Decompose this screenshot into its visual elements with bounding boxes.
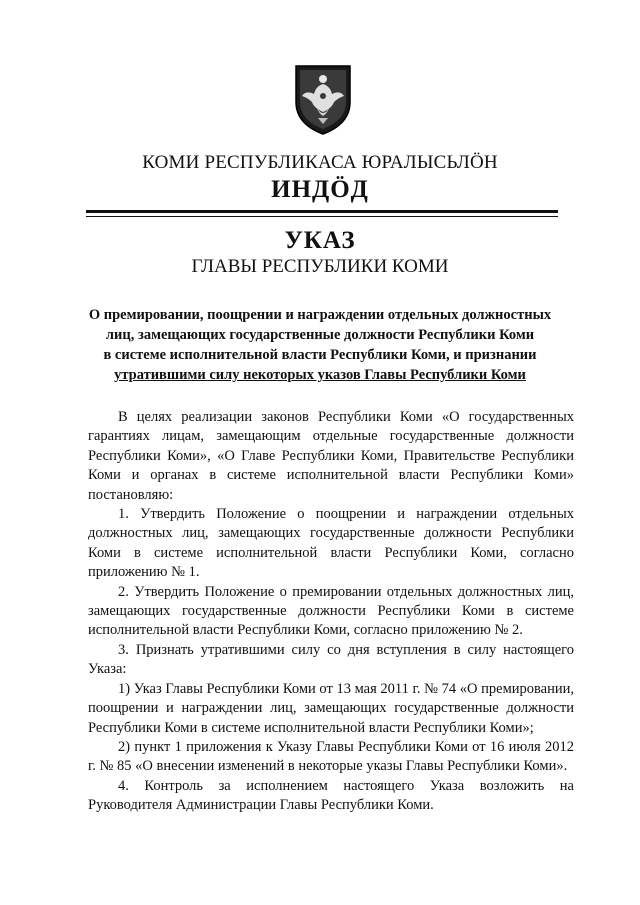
document-heading-line: лиц, замещающих государственные должности Республики Коми <box>105 327 535 343</box>
clause-4: 4. Контроль за исполнением настоящего Указа возложить на Руководителя Администрации Главы Республики Коми. <box>88 777 574 814</box>
decree-title: УКАЗ <box>284 227 356 254</box>
decree-subtitle: ГЛАВЫ РЕСПУБЛИКИ КОМИ <box>191 256 449 277</box>
clause-2: 2. Утвердить Положение о премировании отдельных должностных лиц, замещающих государственные должности Республики Коми в системе исполнительной власти Республики Коми, согласно приложению № 2. <box>88 583 574 639</box>
document-heading-line: О премировании, поощрении и награждении отдельных должностных <box>88 307 552 323</box>
clause-3-item-2: 2) пункт 1 приложения к Указу Главы Республики Коми от 16 июля 2012 г. № 85 «О внесении изменений в некоторые указы Главы Республики Коми». <box>88 738 574 775</box>
document-body <box>88 408 574 816</box>
coat-of-arms-emblem-icon <box>292 62 354 136</box>
document-heading-line: в системе исполнительной власти Республики Коми, и признании <box>103 347 537 363</box>
document-heading-line-underlined: утратившими силу некоторых указов Главы Республики Коми <box>114 367 526 383</box>
preamble-paragraph: В целях реализации законов Республики Коми «О государственных гарантиях лицам, замещающим отдельные государственные должности Республики Коми», «О Главе Республики Коми, Правительстве Республики Коми и органах в системе исполнительной власти Республики Коми» постановляю: <box>88 409 574 503</box>
header-divider-thick <box>86 210 558 213</box>
decree-word-komi: ИНДÖД <box>271 176 369 203</box>
header-divider-thin <box>86 216 558 217</box>
clause-3-item-1: 1) Указ Главы Республики Коми от 13 мая 2011 г. № 74 «О премировании, поощрении и награждении лиц, замещающих государственные должности Республики Коми в системе исполнительной власти Республики Коми»; <box>88 680 574 736</box>
document-heading <box>60 305 580 385</box>
clause-3: 3. Признать утратившими силу со дня вступления в силу настоящего Указа: <box>88 641 574 678</box>
clause-1: 1. Утвердить Положение о поощрении и награждении отдельных должностных лиц, замещающих государственные должности Республики Коми в системе исполнительной власти Республики Коми, согласно приложению № 1. <box>88 506 574 581</box>
republic-name-header: КОМИ РЕСПУБЛИКАСА ЮРАЛЫСЬЛÖН <box>142 152 498 173</box>
